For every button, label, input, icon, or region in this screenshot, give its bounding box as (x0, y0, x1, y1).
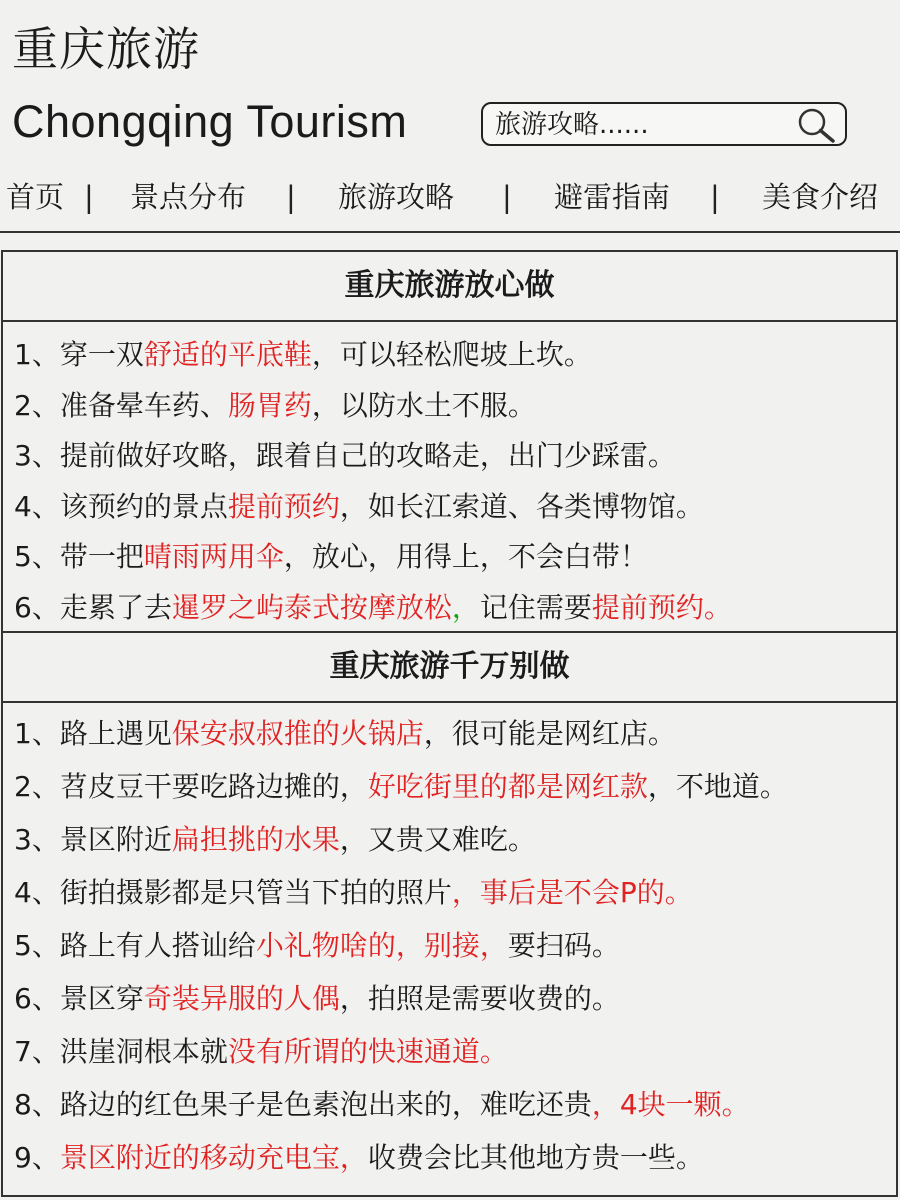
nav-separator: | (84, 180, 94, 214)
section-do (1, 250, 898, 633)
tip-text: 3、景区附近 (14, 823, 172, 856)
highlight-text: 暹罗之屿泰式按摩放松 (171, 590, 452, 624)
page-title: 重庆旅游 (12, 22, 200, 76)
tip-text: 4、该预约的景点 (14, 489, 228, 523)
highlight-text: 肠胃药 (227, 388, 312, 422)
tip-text: ，放心，用得上，不会白带！ (283, 540, 648, 573)
tip-text: 记住需要 (479, 590, 592, 624)
list-item (14, 330, 896, 381)
tip-text: 2、苕皮豆干要吃路边摊的， (14, 770, 368, 803)
tip-text: 7、洪崖洞根本就 (14, 1035, 228, 1068)
tip-text: 6、走累了去 (14, 590, 172, 624)
highlight-text: 舒适的平底鞋 (143, 338, 312, 371)
highlight-text: 提前预约。 (591, 590, 732, 624)
section-do-list (3, 322, 896, 633)
list-item (14, 760, 896, 813)
tip-text: ，拍照是需要收费的。 (339, 982, 620, 1015)
nav-item-food[interactable]: 美食介绍 (762, 180, 879, 214)
tip-text: ，又贵又难吃。 (339, 823, 536, 856)
highlight-text: 晴雨两用伞 (143, 540, 284, 573)
highlight-text: 好吃街里的都是网红款 (367, 770, 648, 803)
tip-text: 4、街拍摄影都是只管当下拍的照片 (14, 876, 452, 909)
highlight-text: ，4块一颗。 (591, 1088, 750, 1121)
list-item (14, 1131, 896, 1184)
nav-separator: | (286, 180, 296, 214)
highlight-text: 小礼物啥的，别接， (255, 929, 508, 962)
highlight-text: 扁担挑的水果 (171, 823, 340, 856)
nav-item-home[interactable]: 首页 (6, 180, 65, 214)
tip-text: ，很可能是网红店。 (423, 717, 676, 750)
list-item (14, 919, 896, 972)
highlight-text: ，事后是不会P的。 (451, 876, 693, 909)
highlight-text: 没有所谓的快速通道。 (227, 1035, 508, 1068)
nav-divider (0, 231, 900, 233)
nav-separator: | (710, 180, 720, 214)
magnifier-icon[interactable] (795, 106, 839, 144)
section-dont-list (3, 703, 896, 1184)
list-item (14, 1078, 896, 1131)
highlight-text: 景区附近的移动充电宝， (59, 1141, 368, 1174)
tip-text: ，如长江索道、各类博物馆。 (339, 489, 704, 523)
list-item (14, 813, 896, 866)
tip-text: 5、路上有人搭讪给 (14, 929, 256, 962)
nav-item-guides[interactable]: 旅游攻略 (338, 180, 455, 214)
tip-text: 要扫码。 (507, 929, 620, 962)
list-item (14, 866, 896, 919)
tip-text: 8、路边的红色果子是色素泡出来的，难吃还贵 (14, 1088, 592, 1121)
nav-separator: | (502, 180, 512, 214)
section-do-title: 重庆旅游放心做 (3, 252, 896, 322)
highlight-text: 提前预约 (227, 489, 340, 523)
tip-text: ，以防水土不服。 (311, 388, 536, 422)
tip-text: 1、穿一双 (14, 338, 144, 371)
highlight-text: ， (451, 590, 480, 624)
nav-item-pitfalls[interactable]: 避雷指南 (554, 180, 671, 214)
tip-text: 1、路上遇见 (14, 717, 172, 750)
section-dont-title: 重庆旅游千万别做 (3, 633, 896, 703)
list-item (14, 532, 896, 583)
nav-item-attractions[interactable]: 景点分布 (130, 180, 247, 214)
section-dont (1, 631, 898, 1197)
list-item (14, 482, 896, 533)
list-item (14, 583, 896, 634)
tip-text: 9、 (14, 1141, 60, 1174)
list-item (14, 707, 896, 760)
tip-text: ，不地道。 (647, 770, 788, 803)
list-item (14, 1025, 896, 1078)
list-item (14, 381, 896, 432)
tip-text: 2、准备晕车药、 (14, 388, 228, 422)
tip-text: 3、提前做好攻略，跟着自己的攻略走，出门少踩雷。 (14, 439, 676, 472)
tip-text: 收费会比其他地方贵一些。 (367, 1141, 704, 1174)
nav-bar (0, 176, 900, 218)
highlight-text: 奇装异服的人偶 (143, 982, 340, 1015)
tip-text: 5、带一把 (14, 540, 144, 573)
highlight-text: 保安叔叔推的火锅店 (171, 717, 424, 750)
tip-text: 6、景区穿 (14, 982, 144, 1015)
list-item (14, 431, 896, 482)
page-subtitle: Chongqing Tourism (12, 96, 408, 147)
search-input[interactable] (481, 102, 847, 146)
list-item (14, 972, 896, 1025)
tip-text: ，可以轻松爬坡上坎。 (311, 338, 592, 371)
search-placeholder: 旅游攻略...... (495, 110, 649, 140)
